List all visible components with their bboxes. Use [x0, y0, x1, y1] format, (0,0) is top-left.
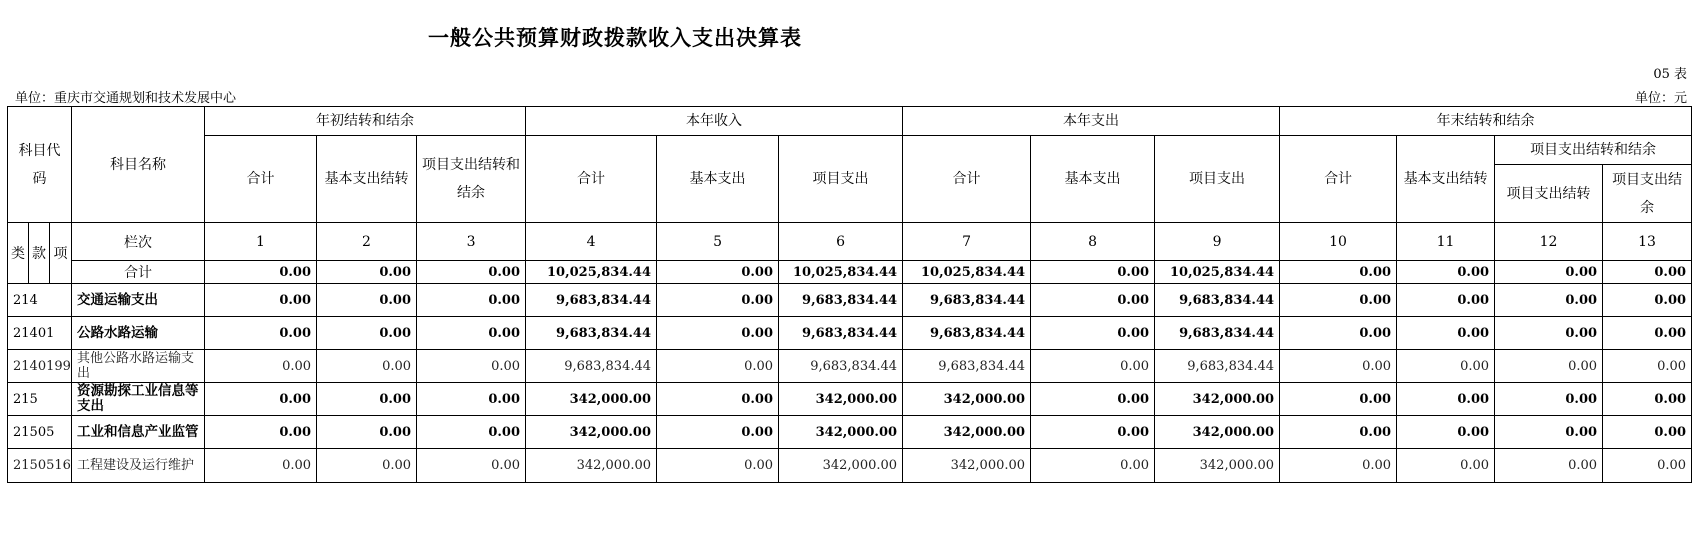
row-value: 0.00: [417, 350, 526, 383]
row-value: 0.00: [1280, 284, 1397, 317]
header-begin-total: 合计: [205, 136, 317, 223]
row-code: 214: [8, 284, 72, 317]
row-value: 0.00: [1031, 284, 1155, 317]
header-income-project: 项目支出: [779, 136, 903, 223]
header-end-project-group: 项目支出结转和结余: [1495, 136, 1692, 165]
row-value: 0.00: [205, 449, 317, 483]
sum-value: 0.00: [657, 261, 779, 284]
row-value: 0.00: [1280, 449, 1397, 483]
row-value: 0.00: [417, 284, 526, 317]
row-value: 0.00: [1031, 449, 1155, 483]
row-value: 342,000.00: [779, 416, 903, 449]
row-value: 0.00: [1495, 416, 1603, 449]
header-end-basic-carry: 基本支出结转: [1397, 136, 1495, 223]
row-value: 342,000.00: [1155, 416, 1280, 449]
row-value: 0.00: [417, 449, 526, 483]
sum-value: 0.00: [1280, 261, 1397, 284]
row-value: 342,000.00: [903, 449, 1031, 483]
row-value: 0.00: [1495, 350, 1603, 383]
row-value: 9,683,834.44: [1155, 350, 1280, 383]
row-value: 0.00: [1031, 317, 1155, 350]
row-value: 342,000.00: [526, 416, 657, 449]
column-number: 13: [1603, 223, 1692, 261]
row-value: 0.00: [657, 350, 779, 383]
table-row: [8, 317, 1692, 350]
row-value: 0.00: [317, 383, 417, 416]
budget-table: [7, 106, 1692, 483]
column-number: 6: [779, 223, 903, 261]
row-value: 342,000.00: [903, 416, 1031, 449]
row-value: 9,683,834.44: [779, 317, 903, 350]
sum-value: 10,025,834.44: [903, 261, 1031, 284]
column-number: 11: [1397, 223, 1495, 261]
row-value: 342,000.00: [1155, 449, 1280, 483]
row-value: 9,683,834.44: [903, 284, 1031, 317]
table-row: [8, 284, 1692, 317]
row-value: 0.00: [417, 416, 526, 449]
row-name: 工业和信息产业监管: [72, 416, 205, 449]
row-value: 0.00: [1397, 350, 1495, 383]
header-begin-basic-carry: 基本支出结转: [317, 136, 417, 223]
column-number: 8: [1031, 223, 1155, 261]
row-value: 0.00: [1280, 416, 1397, 449]
sum-value: 10,025,834.44: [1155, 261, 1280, 284]
column-number: 2: [317, 223, 417, 261]
header-xiang: 项: [50, 223, 72, 284]
row-code: 2140199: [8, 350, 72, 383]
row-value: 9,683,834.44: [1155, 284, 1280, 317]
row-code: 2150516: [8, 449, 72, 483]
header-expense-total: 合计: [903, 136, 1031, 223]
row-value: 0.00: [1603, 317, 1692, 350]
row-value: 0.00: [1397, 383, 1495, 416]
row-value: 0.00: [317, 416, 417, 449]
row-value: 0.00: [657, 284, 779, 317]
row-value: 0.00: [657, 449, 779, 483]
table-row: [8, 449, 1692, 483]
table-number: 05 表: [1653, 67, 1687, 82]
column-number: 1: [205, 223, 317, 261]
sum-value: 0.00: [205, 261, 317, 284]
row-value: 342,000.00: [779, 449, 903, 483]
sum-value: 0.00: [1603, 261, 1692, 284]
sum-value: 10,025,834.44: [526, 261, 657, 284]
row-value: 9,683,834.44: [1155, 317, 1280, 350]
sum-value: 0.00: [417, 261, 526, 284]
report-title: 一般公共预算财政拨款收入支出决算表: [428, 25, 802, 50]
row-code: 215: [8, 383, 72, 416]
header-end-project-balance: 项目支出结余: [1603, 165, 1692, 223]
row-value: 0.00: [205, 350, 317, 383]
row-value: 0.00: [317, 317, 417, 350]
row-value: 9,683,834.44: [526, 284, 657, 317]
row-value: 0.00: [1280, 383, 1397, 416]
column-number: 12: [1495, 223, 1603, 261]
header-begin-project-carry-balance: 项目支出结转和结余: [417, 136, 526, 223]
row-value: 0.00: [317, 449, 417, 483]
row-value: 0.00: [1031, 383, 1155, 416]
row-value: 342,000.00: [1155, 383, 1280, 416]
row-value: 0.00: [1397, 317, 1495, 350]
header-group-income: 本年收入: [526, 107, 903, 136]
column-row-label: 栏次: [72, 223, 205, 261]
row-value: 0.00: [205, 317, 317, 350]
header-income-basic: 基本支出: [657, 136, 779, 223]
row-value: 0.00: [1603, 284, 1692, 317]
row-value: 9,683,834.44: [526, 350, 657, 383]
row-code: 21401: [8, 317, 72, 350]
row-value: 0.00: [1397, 284, 1495, 317]
sum-row-label: 合计: [72, 261, 205, 284]
row-value: 0.00: [1397, 416, 1495, 449]
row-value: 0.00: [205, 284, 317, 317]
row-value: 0.00: [1280, 350, 1397, 383]
row-value: 0.00: [1495, 449, 1603, 483]
header-end-total: 合计: [1280, 136, 1397, 223]
sum-value: 0.00: [1397, 261, 1495, 284]
column-number: 7: [903, 223, 1031, 261]
row-value: 0.00: [1603, 416, 1692, 449]
row-value: 0.00: [1603, 350, 1692, 383]
row-value: 9,683,834.44: [903, 350, 1031, 383]
row-value: 0.00: [417, 317, 526, 350]
header-lei: 类: [8, 223, 29, 284]
sum-value: 0.00: [1031, 261, 1155, 284]
header-expense-project: 项目支出: [1155, 136, 1280, 223]
table-row: [8, 383, 1692, 416]
row-value: 9,683,834.44: [526, 317, 657, 350]
unit-organization: 单位：重庆市交通规划和技术发展中心: [15, 91, 237, 106]
row-value: 0.00: [205, 416, 317, 449]
column-number: 4: [526, 223, 657, 261]
row-name: 交通运输支出: [72, 284, 205, 317]
row-value: 0.00: [657, 383, 779, 416]
table-row: [8, 416, 1692, 449]
header-kuan: 款: [29, 223, 50, 284]
row-value: 0.00: [417, 383, 526, 416]
sum-value: 0.00: [1495, 261, 1603, 284]
header-expense-basic: 基本支出: [1031, 136, 1155, 223]
unit-currency: 单位：元: [1634, 91, 1687, 106]
row-value: 0.00: [1603, 383, 1692, 416]
row-value: 342,000.00: [526, 449, 657, 483]
row-code: 21505: [8, 416, 72, 449]
row-value: 0.00: [1031, 350, 1155, 383]
row-name: 资源勘探工业信息等支出: [72, 383, 205, 416]
header-code: 科目代码: [8, 107, 72, 223]
row-value: 0.00: [1397, 449, 1495, 483]
row-value: 342,000.00: [903, 383, 1031, 416]
row-value: 0.00: [1280, 317, 1397, 350]
row-name: 公路水路运输: [72, 317, 205, 350]
header-group-end: 年末结转和结余: [1280, 107, 1692, 136]
row-name: 其他公路水路运输支出: [72, 350, 205, 383]
row-value: 0.00: [317, 350, 417, 383]
row-value: 0.00: [657, 416, 779, 449]
column-number: 10: [1280, 223, 1397, 261]
sum-value: 10,025,834.44: [779, 261, 903, 284]
row-value: 342,000.00: [779, 383, 903, 416]
row-name: 工程建设及运行维护: [72, 449, 205, 483]
header-income-total: 合计: [526, 136, 657, 223]
column-number: 9: [1155, 223, 1280, 261]
header-name: 科目名称: [72, 107, 205, 223]
column-number: 5: [657, 223, 779, 261]
row-value: 0.00: [1031, 416, 1155, 449]
column-number: 3: [417, 223, 526, 261]
row-value: 0.00: [317, 284, 417, 317]
row-value: 9,683,834.44: [903, 317, 1031, 350]
row-value: 9,683,834.44: [779, 284, 903, 317]
header-end-project-carry: 项目支出结转: [1495, 165, 1603, 223]
row-value: 0.00: [1495, 383, 1603, 416]
row-value: 0.00: [657, 317, 779, 350]
row-value: 0.00: [205, 383, 317, 416]
row-value: 0.00: [1495, 317, 1603, 350]
row-value: 0.00: [1603, 449, 1692, 483]
row-value: 9,683,834.44: [779, 350, 903, 383]
row-value: 342,000.00: [526, 383, 657, 416]
header-group-expense: 本年支出: [903, 107, 1280, 136]
table-row: [8, 350, 1692, 383]
header-group-begin: 年初结转和结余: [205, 107, 526, 136]
sum-value: 0.00: [317, 261, 417, 284]
row-value: 0.00: [1495, 284, 1603, 317]
